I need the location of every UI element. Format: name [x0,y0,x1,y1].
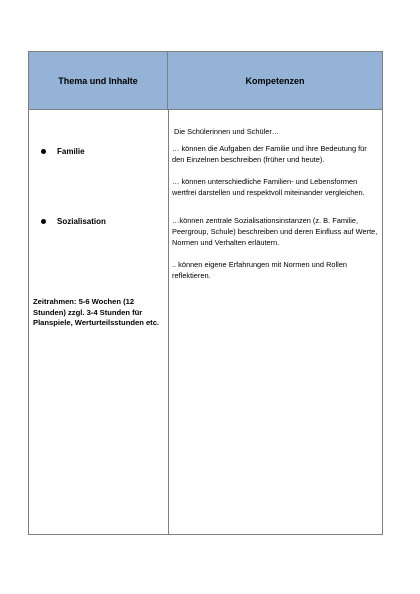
list-item-label: Sozialisation [57,217,106,226]
header-thema-und-inhalte: Thema und Inhalte [29,52,168,109]
kompetenz-paragraph-3: …können zentrale Sozialisationsinstanzen (z. B. Familie, Peergroup, Schule) beschreiben und deren Einfluss auf Werte, Normen und Verhalten erläutern. [172,216,378,247]
table-header-row [29,52,382,110]
kompetenz-paragraph-1: … können die Aufgaben der Familie und ihre Bedeutung für den Einzelnen beschreiben (früher und heute). [172,144,367,164]
zeitrahmen-note: Zeitrahmen: 5-6 Wochen (12 Stunden) zzgl. 3-4 Stunden für Planspiele, Werturteilsstunden etc. [33,297,160,327]
header-kompetenzen: Kompetenzen [168,52,382,109]
curriculum-table [28,51,383,535]
column-divider [168,110,169,534]
bullet-icon [41,149,46,154]
list-item-label: Familie [57,147,85,156]
kompetenz-paragraph-4: .. können eigene Erfahrungen mit Normen und Rollen reflektieren. [172,260,348,280]
kompetenzen-intro: Die Schülerinnen und Schüler… [174,127,280,136]
bullet-icon [41,219,46,224]
kompetenz-paragraph-2: … können unterschiedliche Familien- und Lebensformen wertfrei darstellen und respektvoll miteinander vergleichen. [172,177,365,197]
list-item-familie [41,147,85,156]
list-item-sozialisation [41,217,106,226]
